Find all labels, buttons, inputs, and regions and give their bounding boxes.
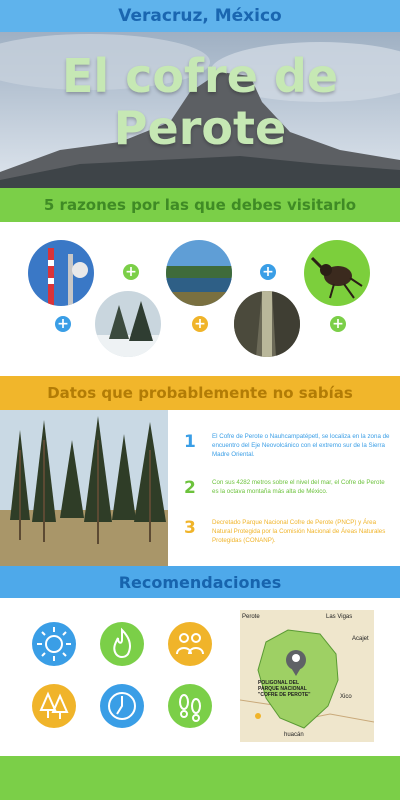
map-label-huacan: huacán [284,732,304,738]
plus-icon[interactable]: + [260,264,276,280]
fact-2 [182,478,392,498]
region-title: Veracruz, México [118,6,282,26]
fact-text: Con sus 4282 metros sobre el nivel del mar, el Cofre de Perote es la octava montaña más alta de México. [212,479,385,495]
plus-icon[interactable]: + [55,316,71,332]
fact-number: 3 [184,518,196,538]
plus-icon[interactable]: + [123,264,139,280]
trees-icon [32,684,76,728]
map-label-poligonal: POLIGONAL DEL PARQUE NACIONAL "COFRE DE PEROTE" [258,680,311,698]
recs-heading: Recomendaciones [118,572,282,592]
group-icon [168,622,212,666]
reasons-heading-bar [0,188,400,222]
fact-3 [182,518,392,545]
footprints-icon [168,684,212,728]
plus-icon[interactable]: + [192,316,208,332]
sun-icon [32,622,76,666]
map-label-perote: Perote [242,614,260,620]
facts-heading: Datos que probablemente no sabías [47,384,353,402]
reasons-heading: 5 razones por las que debes visitarlo [43,196,357,214]
fact-number: 1 [184,432,196,452]
clock-icon [100,684,144,728]
map-label-las-vigas: Las Vigas [326,614,353,620]
park-map [240,610,374,742]
plus-icon[interactable]: + [330,316,346,332]
region-header [0,0,400,32]
photo-beetle [304,240,370,306]
hero-banner [0,32,400,188]
hero-title: El cofre de Perote [61,49,339,155]
fire-icon [100,622,144,666]
photo-canyon [234,291,300,357]
fact-number: 2 [184,478,196,498]
map-label-xico: Xico [340,694,352,700]
forest-photo [0,410,168,566]
recs-heading-bar [0,566,400,598]
facts-heading-bar [0,376,400,410]
footer-bar [0,756,400,800]
photo-antennas [28,240,94,306]
map-label-acajete: Acajet [352,636,369,642]
photo-snowy-forest [95,291,161,357]
fact-1 [182,432,392,459]
fact-text: El Cofre de Perote o Nauhcampatépetl, se localiza en la zona de encuentro del Eje Neovolcánico con el extremo sur de la Sierra Madre Oriental. [212,433,390,458]
fact-text: Decretado Parque Nacional Cofre de Perote (PNCP) y Área Natural Protegida por la Comisión Nacional de Áreas Naturales Protegidas (CONANP). [212,519,386,544]
photo-lake [166,240,232,306]
